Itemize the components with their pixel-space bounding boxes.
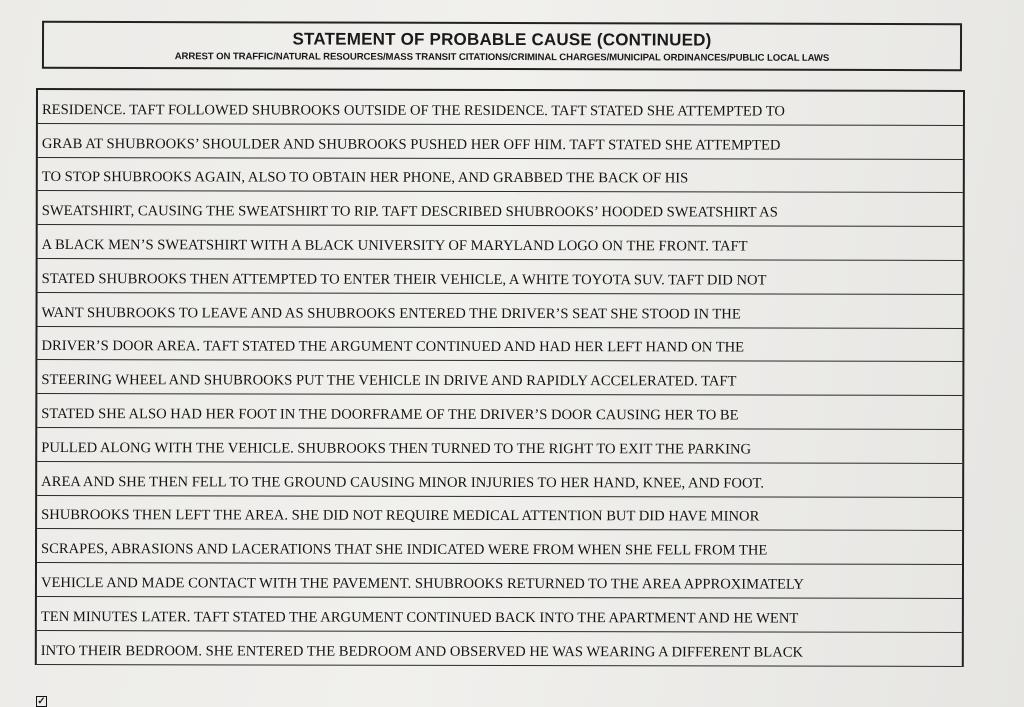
statement-line: TO STOP SHUBROOKS AGAIN, ALSO TO OBTAIN HER PHONE, AND GRABBED THE BACK OF HIS xyxy=(38,158,963,194)
statement-line: VEHICLE AND MADE CONTACT WITH THE PAVEMENT. SHUBROOKS RETURNED TO THE AREA APPROXIMATELY xyxy=(37,563,962,599)
form-header-box xyxy=(42,21,962,71)
form-title: STATEMENT OF PROBABLE CAUSE (CONTINUED) xyxy=(292,29,712,50)
continued-footer xyxy=(36,696,59,707)
form-subtitle: ARREST ON TRAFFIC/NATURAL RESOURCES/MASS TRANSIT CITATIONS/CRIMINAL CHARGES/MUNICIPAL ORDINANCES/PUBLIC LOCAL LAWS xyxy=(174,51,830,64)
statement-lines-box xyxy=(35,88,965,666)
statement-line: SWEATSHIRT, CAUSING THE SWEATSHIRT TO RIP. TAFT DESCRIBED SHUBROOKS’ HOODED SWEATSHIRT AS xyxy=(38,191,963,227)
statement-line: SHUBROOKS THEN LEFT THE AREA. SHE DID NOT REQUIRE MEDICAL ATTENTION BUT DID HAVE MINOR xyxy=(37,496,962,532)
statement-line: PULLED ALONG WITH THE VEHICLE. SHUBROOKS THEN TURNED TO THE RIGHT TO EXIT THE PARKING xyxy=(37,428,962,464)
statement-line: RESIDENCE. TAFT FOLLOWED SHUBROOKS OUTSIDE OF THE RESIDENCE. TAFT STATED SHE ATTEMPTED TO xyxy=(38,90,963,126)
statement-line: STATED SHE ALSO HAD HER FOOT IN THE DOORFRAME OF THE DRIVER’S DOOR CAUSING HER TO BE xyxy=(37,394,962,430)
statement-line: AREA AND SHE THEN FELL TO THE GROUND CAUSING MINOR INJURIES TO HER HAND, KNEE, AND FOOT. xyxy=(37,462,962,498)
statement-line: STEERING WHEEL AND SHUBROOKS PUT THE VEHICLE IN DRIVE AND RAPIDLY ACCELERATED. TAFT xyxy=(37,360,962,396)
statement-line: WANT SHUBROOKS TO LEAVE AND AS SHUBROOKS ENTERED THE DRIVER’S SEAT SHE STOOD IN THE xyxy=(38,293,963,329)
statement-line: INTO THEIR BEDROOM. SHE ENTERED THE BEDROOM AND OBSERVED HE WAS WEARING A DIFFERENT BLACK xyxy=(37,631,962,667)
check-icon: ✓ xyxy=(37,695,46,707)
statement-line: GRAB AT SHUBROOKS’ SHOULDER AND SHUBROOKS PUSHED HER OFF HIM. TAFT STATED SHE ATTEMPTED xyxy=(38,124,963,160)
statement-line: TEN MINUTES LATER. TAFT STATED THE ARGUMENT CONTINUED BACK INTO THE APARTMENT AND HE WENT xyxy=(37,597,962,633)
statement-line: STATED SHUBROOKS THEN ATTEMPTED TO ENTER THEIR VEHICLE, A WHITE TOYOTA SUV. TAFT DID NOT xyxy=(38,259,963,295)
continued-checkbox xyxy=(36,696,47,707)
statement-line: DRIVER’S DOOR AREA. TAFT STATED THE ARGUMENT CONTINUED AND HAD HER LEFT HAND ON THE xyxy=(37,327,962,363)
statement-line: SCRAPES, ABRASIONS AND LACERATIONS THAT SHE INDICATED WERE FROM WHEN SHE FELL FROM THE xyxy=(37,529,962,565)
statement-line: A BLACK MEN’S SWEATSHIRT WITH A BLACK UNIVERSITY OF MARYLAND LOGO ON THE FRONT. TAFT xyxy=(38,225,963,261)
